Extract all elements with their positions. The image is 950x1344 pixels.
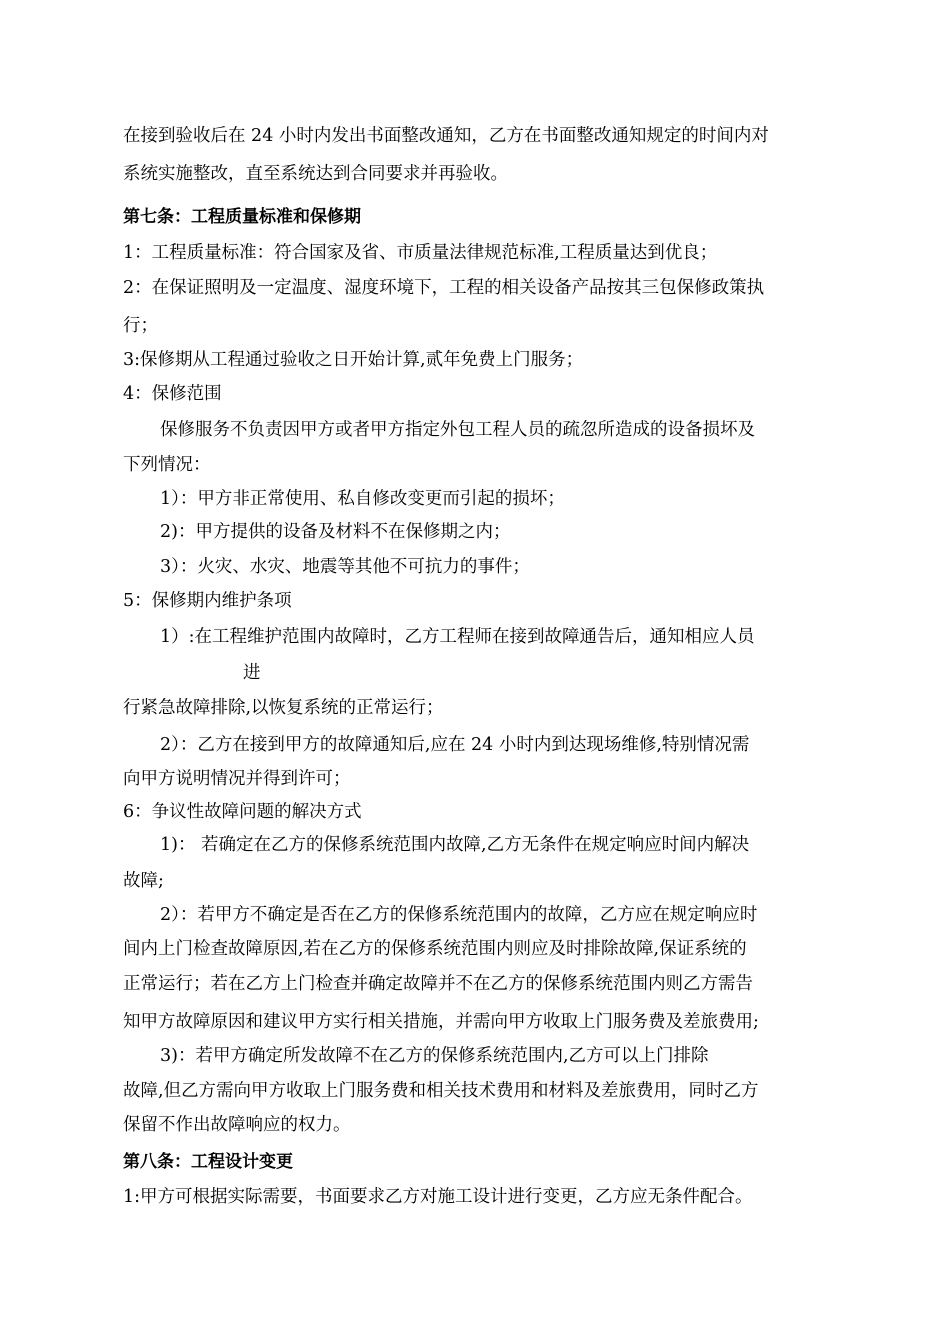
list-item: 3）：火灾、水灾、地震等其他不可抗力的事件； [160, 557, 530, 577]
paragraph-line: 1：工程质量标准：符合国家及省、市质量法律规范标准,工程质量达到优良； [123, 243, 718, 263]
paragraph-line: 行紧急故障排除,以恢复系统的正常运行； [123, 698, 444, 718]
list-item: 2）：若甲方不确定是否在乙方的保修系统范围内的故障，乙方应在规定响应时 [160, 905, 758, 925]
paragraph-line: 下列情况： [123, 455, 211, 475]
section-heading-article-8: 第八条：工程设计变更 [123, 1152, 293, 1172]
paragraph-line: 向甲方说明情况并得到许可； [123, 769, 351, 789]
paragraph-line: 在接到验收后在 24 小时内发出书面整改通知，乙方在书面整改通知规定的时间内对 [123, 126, 769, 146]
paragraph-line: 1:甲方可根据实际需要，书面要求乙方对施工设计进行变更，乙方应无条件配合。 [123, 1187, 753, 1207]
list-item: 3)：若甲方确定所发故障不在乙方的保修系统范围内,乙方可以上门排除 [160, 1046, 709, 1066]
list-item: 1）:在工程维护范围内故障时，乙方工程师在接到故障通告后，通知相应人员 [160, 627, 755, 647]
paragraph-line: 行； [123, 316, 158, 336]
paragraph-line: 系统实施整改，直至系统达到合同要求并再验收。 [123, 164, 508, 184]
paragraph-line: 进 [243, 663, 261, 683]
paragraph-line: 间内上门检查故障原因,若在乙方的保修系统范围内则应及时排除故障,保证系统的 [123, 939, 747, 959]
list-item: 2)：甲方提供的设备及材料不在保修期之内； [160, 522, 511, 542]
list-item: 1）：甲方非正常使用、私自修改变更而引起的损坏； [160, 489, 565, 509]
paragraph-line: 6：争议性故障问题的解决方式 [123, 802, 362, 822]
paragraph-line: 正常运行；若在乙方上门检查并确定故障并不在乙方的保修系统范围内则乙方需告 [123, 974, 753, 994]
paragraph-line: 保修服务不负责因甲方或者甲方指定外包工程人员的疏忽所造成的设备损坏及 [160, 420, 755, 440]
paragraph-line: 2：在保证照明及一定温度、湿度环境下，工程的相关设备产品按其三包保修政策执 [123, 278, 765, 298]
paragraph-line: 保留不作出故障响应的权力。 [123, 1115, 351, 1135]
paragraph-line: 故障,但乙方需向甲方收取上门服务费和相关技术费用和材料及差旅费用，同时乙方 [123, 1081, 759, 1101]
paragraph-line: 知甲方故障原因和建议甲方实行相关措施，并需向甲方收取上门服务费及差旅费用; [123, 1012, 759, 1032]
paragraph-line: 5：保修期内维护条项 [123, 591, 292, 611]
paragraph-line: 故障; [123, 871, 164, 891]
section-heading-article-7: 第七条：工程质量标准和保修期 [123, 207, 361, 227]
list-item: 1)： 若确定在乙方的保修系统范围内故障,乙方无条件在规定响应时间内解决 [160, 835, 750, 855]
list-item: 2）：乙方在接到甲方的故障通知后,应在 24 小时内到达现场维修,特别情况需 [160, 735, 750, 755]
paragraph-line: 3:保修期从工程通过验收之日开始计算,贰年免费上门服务； [123, 350, 584, 370]
paragraph-line: 4：保修范围 [123, 384, 222, 404]
